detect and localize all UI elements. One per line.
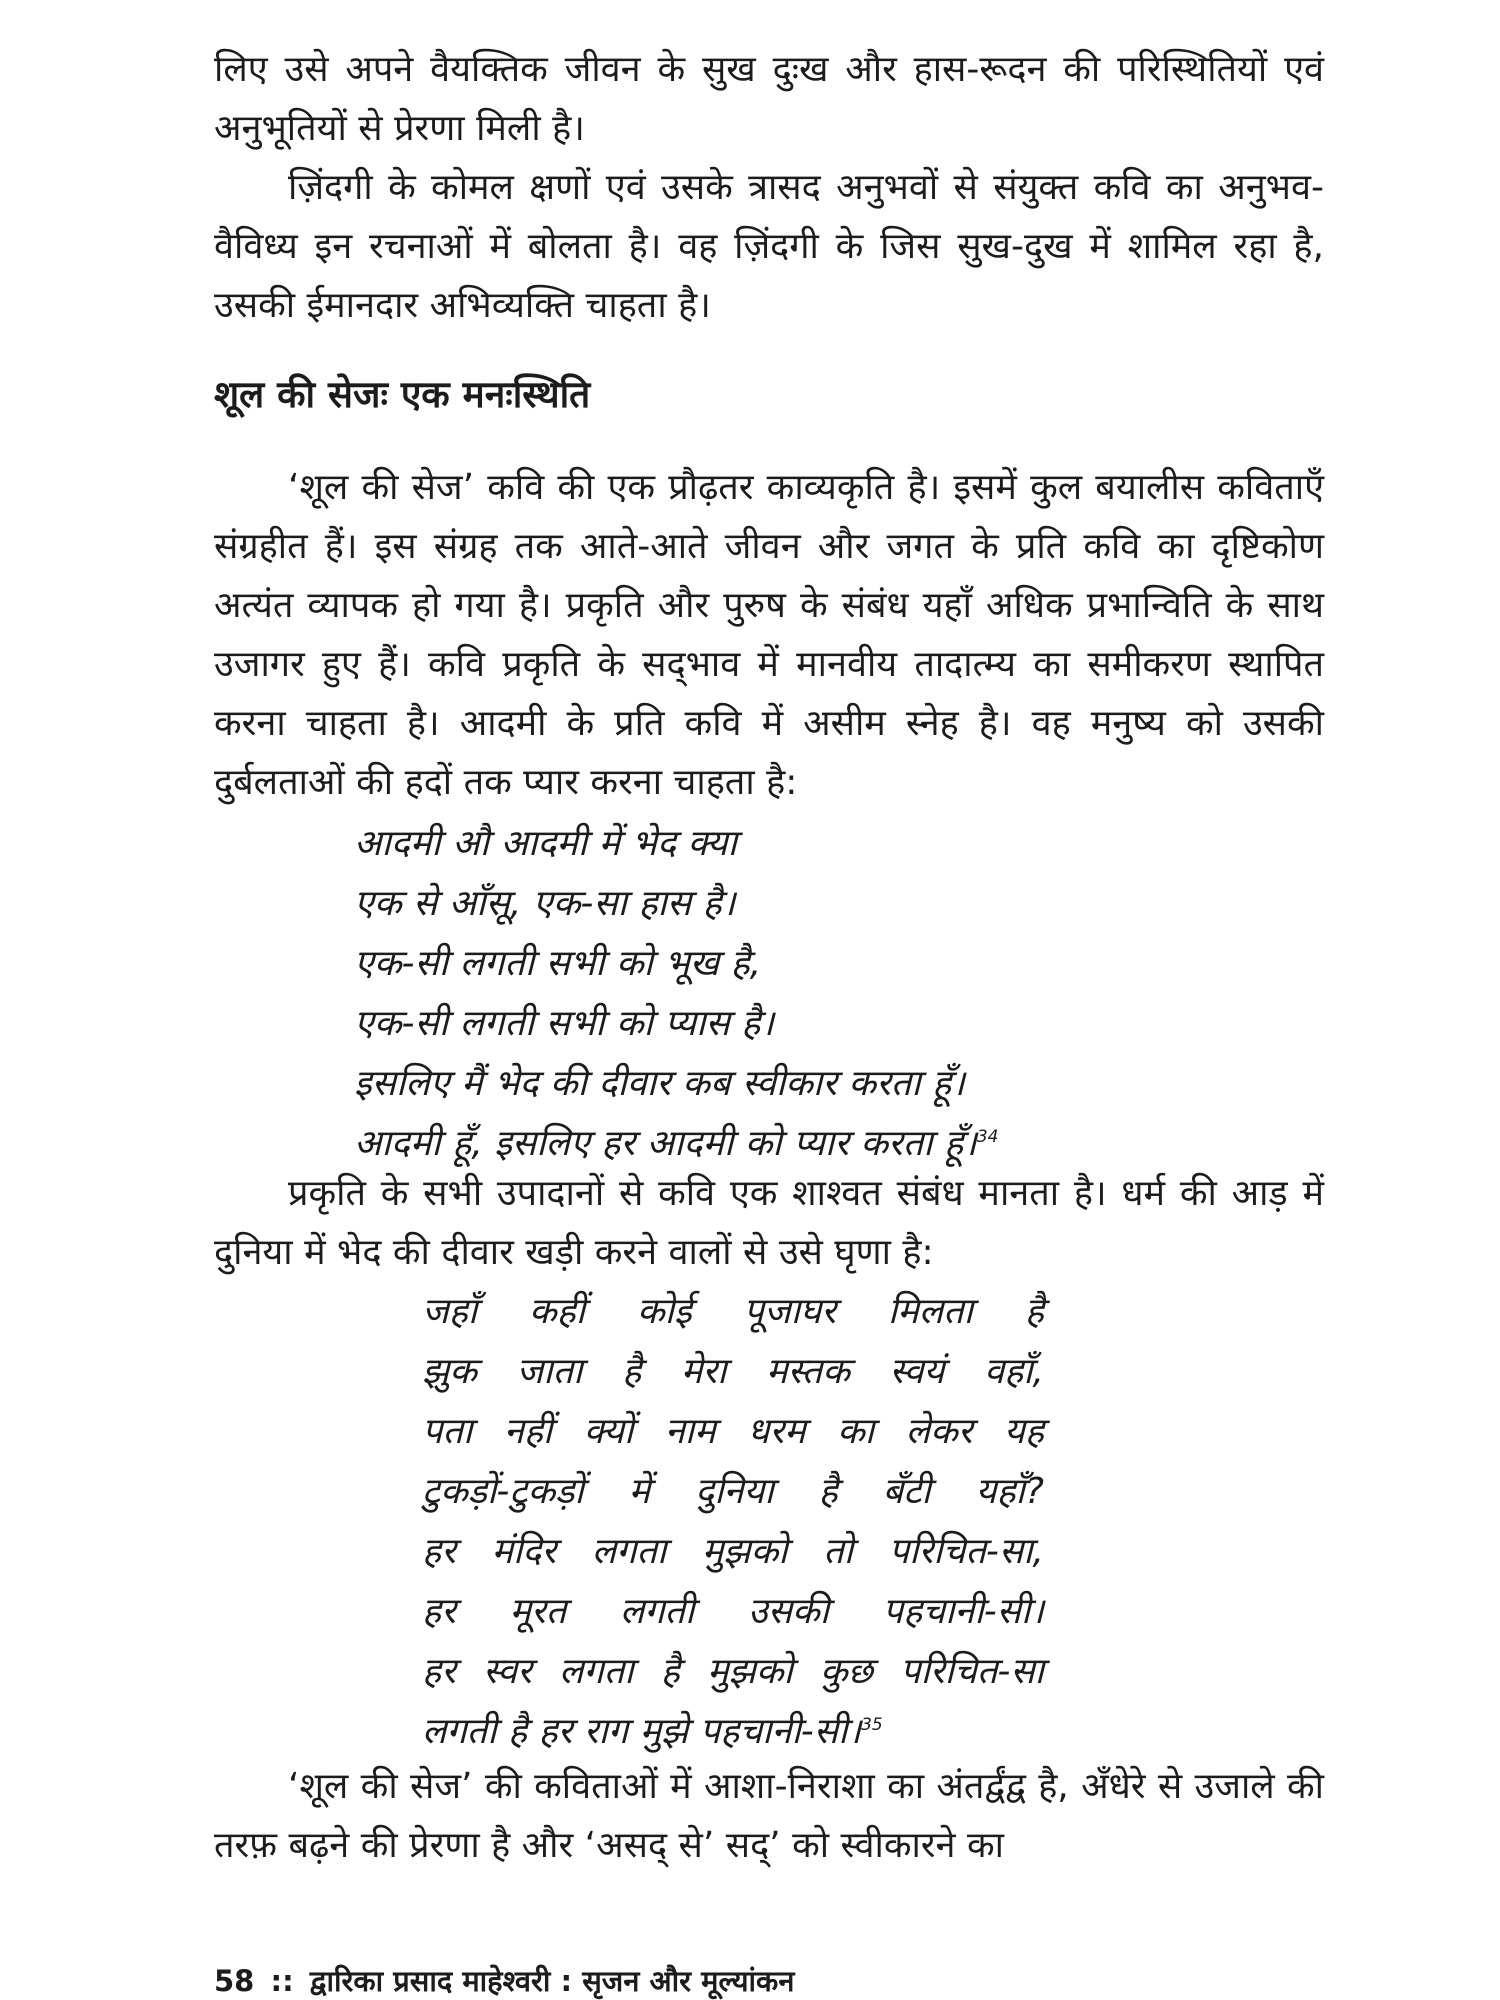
poem-line: एक से आँसू, एक-सा हास है।: [354, 883, 736, 924]
paragraph-experience: ज़िंदगी के कोमल क्षणों एवं उसके त्रासद अनुभवों से संयुक्त कवि का अनुभव-वैविध्य इन रचनाओं में बोलता है। वह ज़िंदगी के जिस सुख-दुख में शामिल रहा है, उसकी ईमानदार अभिव्यक्ति चाहता है।: [214, 167, 1324, 326]
poem-line: हर मूरत लगती उसकी पहचानी-सी।: [422, 1591, 1044, 1632]
book-title: द्वारिका प्रसाद माहेश्वरी : सृजन और मूल्यांकन: [309, 1964, 795, 1998]
poem-line-text: लगती है हर राग मुझे पहचानी-सी।: [422, 1711, 862, 1752]
paragraph-hope-despair: ‘शूल की सेज’ की कविताओं में आशा-निराशा का अंतर्द्वंद्व है, अँधेरे से उजाले की तरफ़ बढ़ने की प्रेरणा है और ‘असद् से’ सद्’ को स्वीकारने का: [214, 1766, 1324, 1866]
footnote-ref: 34: [976, 1127, 999, 1147]
poem-line: एक-सी लगती सभी को भूख है,: [354, 943, 762, 984]
poem-line-text: आदमी हूँ, इसलिए हर आदमी को प्यार करता हूँ।: [354, 1123, 977, 1164]
poem-line: एक-सी लगती सभी को प्यास है।: [354, 1003, 775, 1044]
paragraph-continuation: लिए उसे अपने वैयक्तिक जीवन के सुख दुःख और हास-रूदन की परिस्थितियों एवं अनुभूतियों से प्रेरणा मिली है।: [214, 49, 1324, 149]
paragraph-nature: प्रकृति के सभी उपादानों से कवि एक शाश्वत संबंध मानता है। धर्म की आड़ में दुनिया में भेद की दीवार खड़ी करने वालों से उसे घृणा है:: [214, 1173, 1324, 1273]
poem-line: पता नहीं क्यों नाम धरम का लेकर यह: [422, 1411, 1044, 1452]
page-number: 58: [214, 1964, 255, 1998]
poem-line: हर स्वर लगता है मुझको कुछ परिचित-सा: [422, 1651, 1044, 1692]
book-page: [214, 0, 1324, 2000]
poem-line: झुक जाता है मेरा मस्तक स्वयं वहाँ,: [422, 1351, 1044, 1392]
footnote-ref: 35: [861, 1715, 883, 1735]
poem-line: जहाँ कहीं कोई पूजाघर मिलता है: [422, 1291, 1044, 1332]
footer-separator: ::: [270, 1964, 294, 1998]
page-footer: [214, 1962, 794, 2000]
poem-line: आदमी औ आदमी में भेद क्या: [354, 823, 737, 864]
poem-quote-35: [422, 1282, 1044, 1762]
poem-line-last: [422, 1702, 1044, 1762]
poem-line: इसलिए मैं भेद की दीवार कब स्वीकार करता हूँ।: [354, 1063, 965, 1104]
section-heading: शूल की सेजः एक मनःस्थिति: [214, 373, 591, 416]
poem-line: टुकड़ों-टुकड़ों में दुनिया है बँटी यहाँ?: [422, 1471, 1044, 1512]
paragraph-shool-ki-sej: ‘शूल की सेज’ कवि की एक प्रौढ़तर काव्यकृति है। इसमें कुल बयालीस कविताएँ संग्रहीत हैं। इस संग्रह तक आते-आते जीवन और जगत के प्रति कवि का दृष्टिकोण अत्यंत व्यापक हो गया है। प्रकृति और पुरुष के संबंध यहाँ अधिक प्रभान्विति के साथ उजागर हुए हैं। कवि प्रकृति के सद्‌भाव में मानवीय तादात्म्य का समीकरण स्थापित करना चाहता है। आदमी के प्रति कवि में असीम स्नेह है। वह मनुष्य को उसकी दुर्बलताओं की हदों तक प्यार करना चाहता है:: [214, 467, 1324, 803]
poem-quote-34: [354, 814, 998, 1174]
poem-line: हर मंदिर लगता मुझको तो परिचित-सा,: [422, 1531, 1044, 1572]
